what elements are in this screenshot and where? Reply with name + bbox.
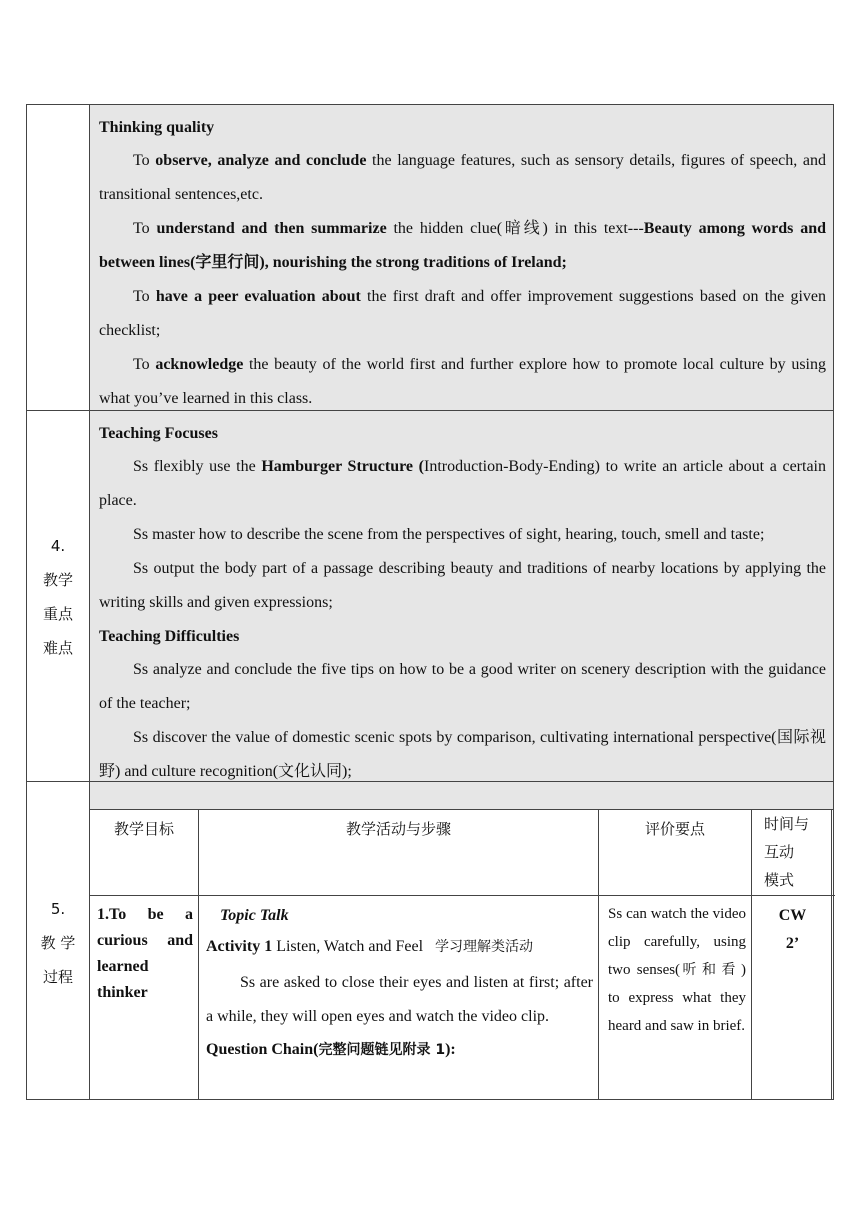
goal-word: and xyxy=(167,932,193,949)
evaluation-cell: Ss can watch the video clip carefully, using two senses(听和看) to express what they heard and saw in brief. xyxy=(599,896,752,1099)
time-mode-cell xyxy=(752,896,832,1099)
goal-word: curious xyxy=(97,932,148,949)
header-activity: 教学活动与步骤 xyxy=(199,810,599,896)
row-label-text xyxy=(27,529,89,665)
label-line: 教 学 xyxy=(40,934,76,952)
focus-difficulty-row xyxy=(27,411,833,782)
goal-word: thinker xyxy=(97,984,148,1001)
label-line: 教学 xyxy=(42,571,73,589)
label-number: 4. xyxy=(50,537,66,555)
narrow-column xyxy=(832,896,844,1099)
objective-paragraph: To observe, analyze and conclude the language features, such as sensory details, figures of speech, and transitional sentences,etc. xyxy=(99,152,827,203)
process-table xyxy=(90,782,833,1099)
teaching-process-row xyxy=(27,782,833,1099)
objective-paragraph: To acknowledge the beauty of the world first and further explore how to promote local culture by using what you’ve learned in this class. xyxy=(99,356,826,407)
narrow-column xyxy=(832,810,835,896)
teaching-difficulties-heading: Teaching Difficulties xyxy=(99,628,240,645)
row-label-cell xyxy=(27,782,90,1099)
thinking-quality-content xyxy=(90,105,833,410)
label-line: 过程 xyxy=(42,968,73,986)
header-time-line: 模式 xyxy=(764,871,795,889)
header-time-line: 时间与 xyxy=(764,815,810,833)
time-duration: 2’ xyxy=(785,935,800,952)
goal-word: 1.To xyxy=(97,906,127,923)
goal-cell xyxy=(90,896,199,1099)
header-time-line: 互动 xyxy=(764,843,795,861)
header-goal: 教学目标 xyxy=(90,810,199,896)
activity-heading: Activity 1 Listen, Watch and Feel 学习理解类活动 xyxy=(206,938,534,955)
row-label-cell xyxy=(27,411,90,781)
difficulty-paragraph: Ss discover the value of domestic scenic spots by comparison, cultivating international perspective(国际视野) and culture recognition(文化认同); xyxy=(99,729,826,780)
focus-difficulty-content xyxy=(90,411,833,781)
focus-paragraph: Ss master how to describe the scene from the perspectives of sight, hearing, touch, smell and taste; xyxy=(133,526,765,543)
teaching-focuses-heading: Teaching Focuses xyxy=(99,425,218,442)
process-blank-row xyxy=(90,782,833,810)
objective-paragraph: To understand and then summarize the hidden clue(暗线) in this text---Beauty among words and between lines(字里行间), nourishing the strong traditions of Ireland; xyxy=(99,220,826,271)
label-number: 5. xyxy=(50,900,66,918)
label-line: 难点 xyxy=(42,639,73,657)
header-time-mode xyxy=(752,810,832,896)
question-chain-label: Question Chain(完整问题链见附录 1): xyxy=(206,1041,456,1058)
difficulty-paragraph: Ss analyze and conclude the five tips on how to be a good writer on scenery description with the guidance of the teacher; xyxy=(99,661,826,712)
lesson-plan-table xyxy=(26,104,834,1100)
goal-text xyxy=(97,902,193,1006)
goal-word: a xyxy=(184,906,193,923)
focus-paragraph: Ss flexibly use the Hamburger Structure (Introduction-Body-Ending) to write an article about a certain place. xyxy=(99,458,827,509)
objective-paragraph: To have a peer evaluation about the first draft and offer improvement suggestions based on the given checklist; xyxy=(99,288,826,339)
label-line: 重点 xyxy=(42,605,73,623)
thinking-quality-heading: Thinking quality xyxy=(99,119,215,136)
row-label-cell xyxy=(27,105,90,410)
focus-paragraph: Ss output the body part of a passage describing beauty and traditions of nearby locations by applying the writing skills and given expressions; xyxy=(99,560,826,611)
row-label-text xyxy=(27,892,89,994)
goal-word: learned xyxy=(97,958,149,975)
goal-word: be xyxy=(147,906,164,923)
interaction-mode: CW xyxy=(778,907,807,924)
header-evaluation: 评价要点 xyxy=(599,810,752,896)
thinking-quality-row xyxy=(27,105,833,411)
activity-cell xyxy=(199,896,599,1099)
topic-talk-title: Topic Talk xyxy=(220,907,289,924)
activity-description: Ss are asked to close their eyes and listen at first; after a while, they will open eyes and watch the video clip. xyxy=(206,974,593,1025)
